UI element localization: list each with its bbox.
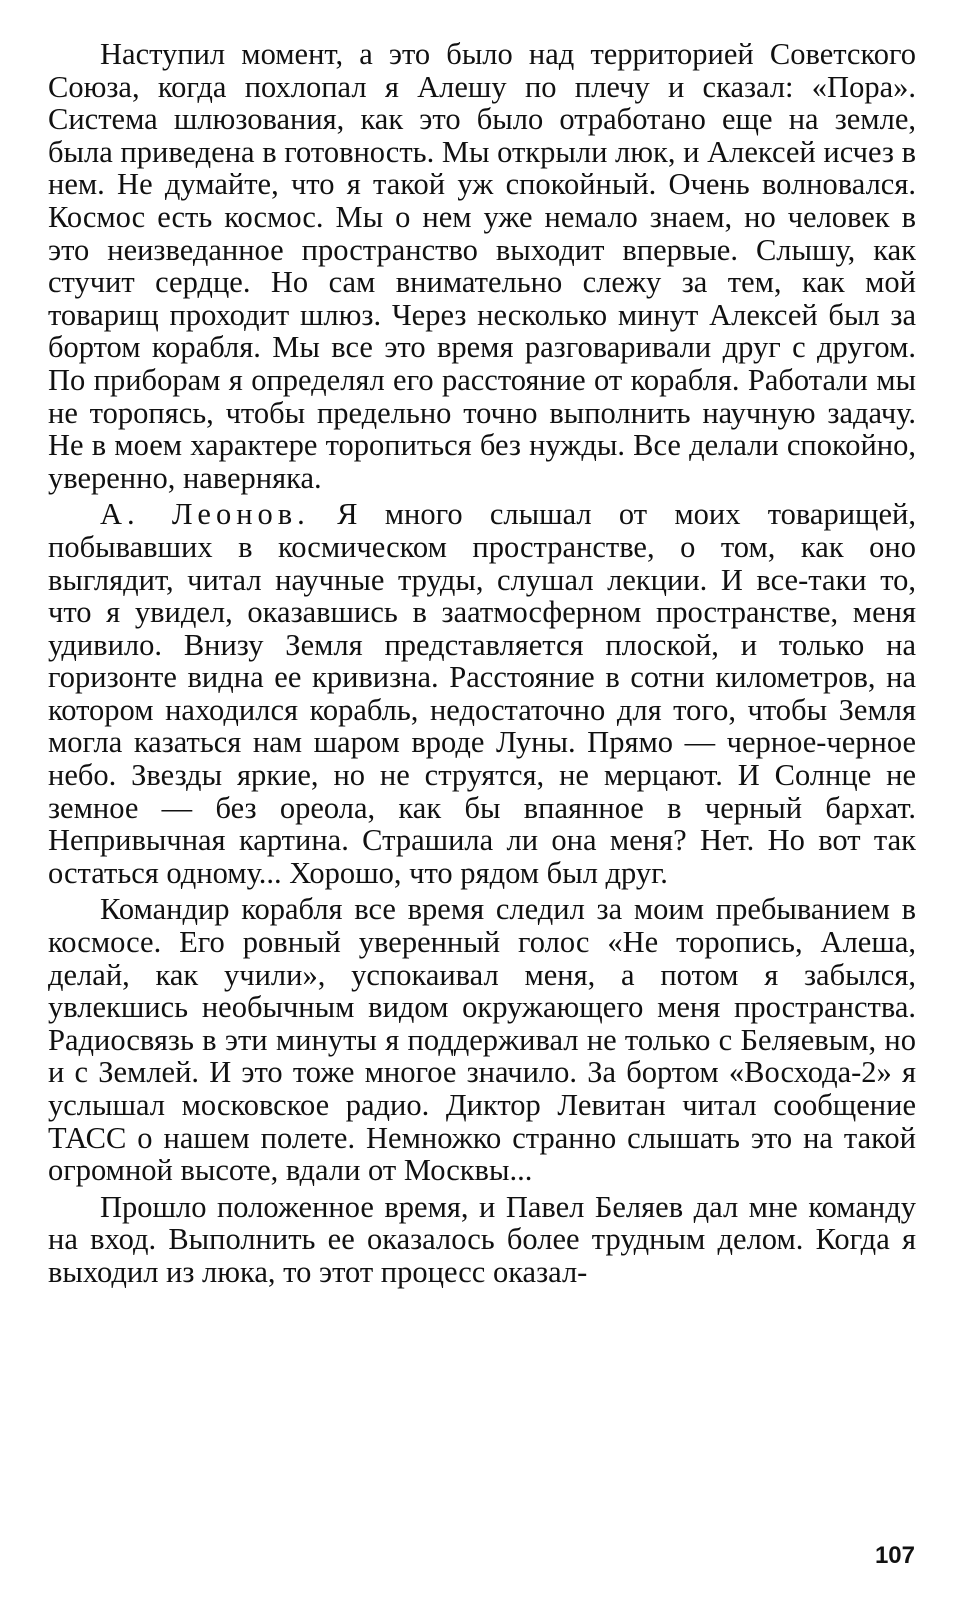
paragraph-2 — [48, 498, 916, 889]
paragraph-1-text: Наступил момент, а это было над территорией Советского Союза, когда похлопал я Алешу по плечу и сказал: «Пора». Система шлюзования, как это было отработано еще на земле, была приведена в готовность. Мы открыли люк, и Алексей исчез в нем. Не думайте, что я такой уж спокойный. Очень волновался. Космос есть космос. Мы о нем уже немало знаем, но человек в это неизведанное пространство выходит впервые. Слышу, как стучит сердце. Но сам внимательно слежу за тем, как мой товарищ проходит шлюз. Через несколько минут Алексей был за бортом корабля. Мы все это время разговаривали друг с другом. По приборам я определял его расстояние от корабля. Работали мы не торопясь, чтобы предельно точно выполнить научную задачу. Не в моем характере торопиться без нужды. Все делали спокойно, уверенно, наверняка. — [48, 37, 916, 495]
paragraph-2-text: Я много слышал от моих товарищей, побывавших в космическом пространстве, о том, как оно выглядит, читал научные труды, слушал лекции. И все-таки то, что я увидел, оказавшись в заатмосферном пространстве, меня удивило. Внизу Земля представляется плоской, и только на горизонте видна ее кривизна. Расстояние в сотни километров, на котором находился корабль, недостаточно для того, чтобы Земля могла казаться нам шаром вроде Луны. Прямо — черное-черное небо. Звезды яркие, но не струятся, не мерцают. И Солнце не земное — без ореола, как бы впаянное в черный бархат. Непривычная картина. Страшила ли она меня? Нет. Но вот так остаться одному... Хорошо, что рядом был друг. — [48, 497, 916, 890]
paragraph-4 — [48, 1191, 916, 1289]
paragraph-3 — [48, 893, 916, 1186]
page-text — [48, 38, 916, 1289]
paragraph-4-text: Прошло положенное время, и Павел Беляев дал мне команду на вход. Выполнить ее оказалось более трудным делом. Когда я выходил из люка, то этот процесс оказал- — [48, 1189, 916, 1289]
paragraph-1 — [48, 38, 916, 494]
paragraph-3-text: Командир корабля все время следил за моим пребыванием в космосе. Его ровный уверенный голос «Не торопись, Алеша, делай, как учили», успокаивал меня, а потом я забылся, увлекшись необычным видом окружающего меня пространства. Радиосвязь в эти минуты я поддерживал не только с Беляевым, но и с Землей. И это тоже многое значило. За бортом «Восхода-2» я услышал московское радио. Диктор Левитан читал сообщение ТАСС о нашем полете. Немножко странно слышать это на такой огромной высоте, вдали от Москвы... — [48, 892, 916, 1188]
speaker-name: А. Леонов. — [100, 497, 310, 532]
page-number: 107 — [874, 1542, 915, 1569]
